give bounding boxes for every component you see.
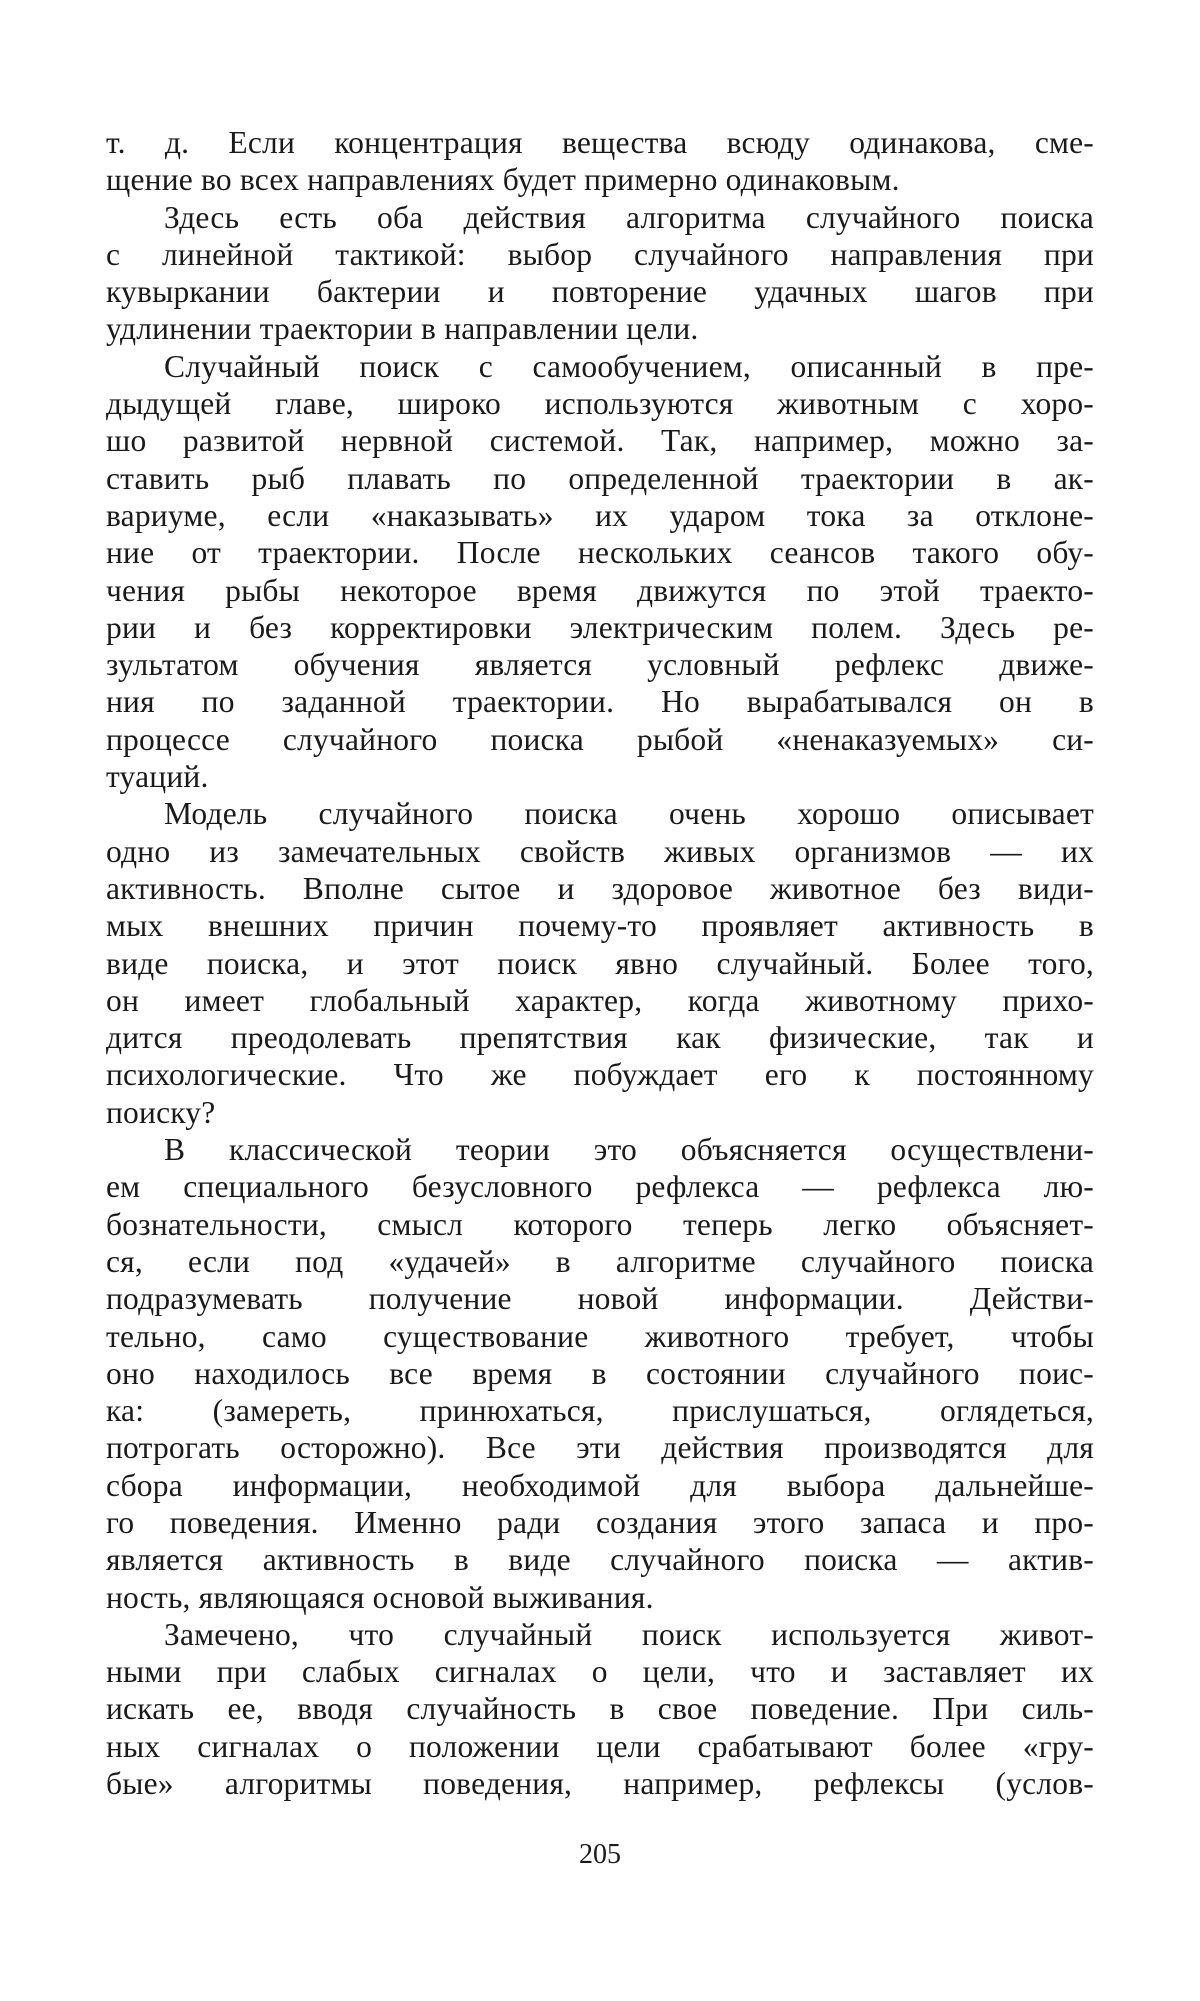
text-line: чения рыбы некоторое время движутся по этой траекто- — [106, 572, 1094, 608]
text-line: Случайный поиск с самообучением, описанный в пре- — [164, 348, 1094, 384]
text-line: мых внешних причин почему-то проявляет активность в — [106, 908, 1094, 944]
text-line: бые» алгоритмы поведения, например, рефлексы (услов- — [106, 1766, 1094, 1802]
text-line: искать ее, вводя случайность в свое поведение. При силь- — [106, 1691, 1094, 1727]
text-line: процессе случайного поиска рыбой «ненаказуемых» си- — [106, 721, 1094, 757]
text-line: ность, являющаяся основой выживания. — [106, 1579, 654, 1615]
text-line: бознательности, смысл которого теперь легко объясняет- — [106, 1206, 1094, 1242]
text-line: является активность в виде случайного поиска — актив- — [106, 1542, 1094, 1578]
text-line: ние от траектории. После нескольких сеансов такого обу- — [106, 535, 1094, 571]
text-line: дится преодолевать препятствия как физические, так и — [106, 1020, 1094, 1056]
text-line: рии и без корректировки электрическим полем. Здесь ре- — [106, 609, 1094, 645]
text-line: вариуме, если «наказывать» их ударом тока за отклоне- — [106, 497, 1094, 533]
text-line: Модель случайного поиска очень хорошо описывает — [164, 796, 1094, 832]
page-body — [106, 124, 1094, 1802]
text-line: ных сигналах о положении цели срабатывают более «гру- — [106, 1728, 1094, 1764]
text-line: с линейной тактикой: выбор случайного направления при — [106, 236, 1094, 272]
text-line: одно из замечательных свойств живых организмов — их — [106, 833, 1094, 869]
text-line: ся, если под «удачей» в алгоритме случайного поиска — [106, 1243, 1094, 1279]
text-line: туаций. — [106, 759, 209, 795]
text-line: дыдущей главе, широко используются животным с хоро- — [106, 386, 1094, 422]
text-line: активность. Вполне сытое и здоровое животное без види- — [106, 870, 1094, 906]
text-line: кувыркании бактерии и повторение удачных шагов при — [106, 274, 1094, 310]
text-line: поиску? — [106, 1094, 216, 1130]
page-number: 205 — [579, 1839, 621, 1870]
text-line: Здесь есть оба действия алгоритма случайного поиска — [164, 199, 1094, 235]
text-line: шо развитой нервной системой. Так, например, можно за- — [106, 423, 1094, 459]
text-line: Замечено, что случайный поиск используется живот- — [164, 1616, 1094, 1652]
text-line: тельно, само существование животного требует, чтобы — [106, 1318, 1094, 1354]
text-line: подразумевать получение новой информации. Действи- — [106, 1281, 1094, 1317]
text-line: ем специального безусловного рефлекса — рефлекса лю- — [106, 1169, 1094, 1205]
text-line: он имеет глобальный характер, когда животному прихо- — [106, 982, 1094, 1018]
text-line: В классической теории это объясняется осуществлени- — [164, 1132, 1094, 1168]
text-line: ными при слабых сигналах о цели, что и заставляет их — [106, 1654, 1094, 1690]
text-line: т. д. Если концентрация вещества всюду одинакова, сме- — [106, 125, 1094, 160]
text-line: сбора информации, необходимой для выбора дальнейше- — [106, 1467, 1094, 1503]
text-line: зультатом обучения является условный рефлекс движе- — [106, 647, 1094, 683]
text-line: ставить рыб плавать по определенной траектории в ак- — [106, 460, 1094, 496]
text-line: ния по заданной траектории. Но вырабатывался он в — [106, 684, 1094, 720]
text-line: потрогать осторожно). Все эти действия производятся для — [106, 1430, 1094, 1466]
text-line: виде поиска, и этот поиск явно случайный. Более того, — [106, 945, 1094, 981]
text-line: оно находилось все время в состоянии случайного поис- — [106, 1355, 1094, 1391]
text-line: удлинении траектории в направлении цели. — [106, 311, 699, 347]
text-line: щение во всех направлениях будет примерно одинаковым. — [106, 162, 900, 198]
text-line: психологические. Что же побуждает его к постоянному — [106, 1057, 1094, 1093]
text-line: го поведения. Именно ради создания этого запаса и про- — [106, 1504, 1094, 1540]
text-line: ка: (замереть, принюхаться, прислушаться, оглядеться, — [106, 1393, 1094, 1429]
